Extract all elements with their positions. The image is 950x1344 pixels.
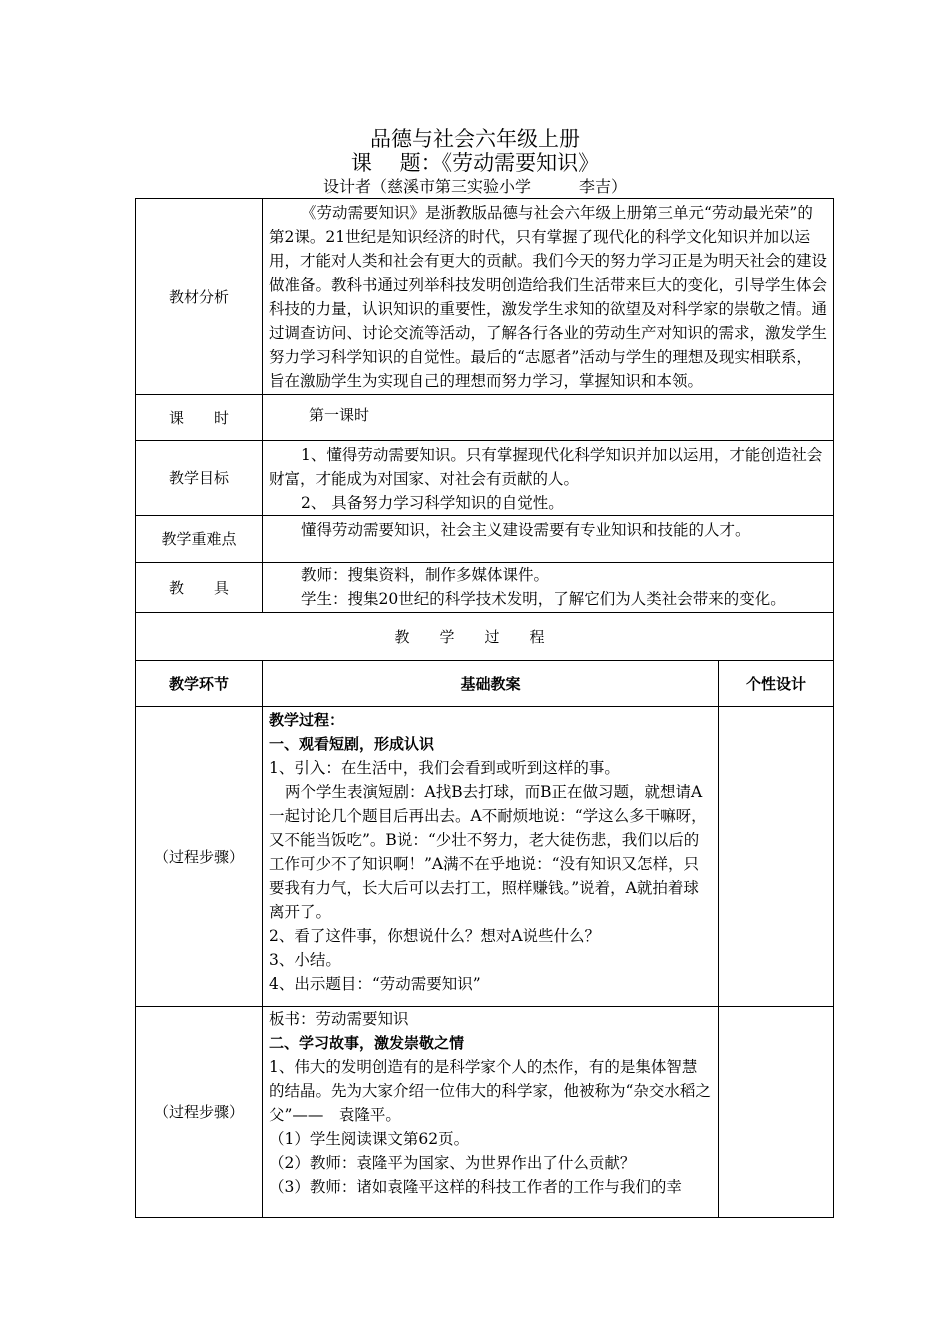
process-title: 教学过程 — [136, 613, 834, 661]
row-column-headers — [136, 661, 834, 707]
row-step-1 — [136, 707, 834, 1007]
tools-teacher: 教师：搜集资料，制作多媒体课件。 — [301, 566, 550, 584]
row-keypoints — [136, 516, 834, 563]
cell-step-1-plan — [263, 707, 719, 1007]
row-goals — [136, 441, 834, 516]
label-analysis: 教材分析 — [136, 199, 263, 395]
step1-question: 2、看了这件事，你想说什么？想对A说些什么？ — [269, 927, 601, 945]
row-analysis — [136, 199, 834, 395]
step2-board: 板书：劳动需要知识 — [269, 1010, 409, 1028]
row-process-title — [136, 613, 834, 661]
cell-step-2-personal — [719, 1007, 834, 1218]
row-tools — [136, 563, 834, 613]
lesson-title: 课 题：《劳动需要知识》 — [350, 151, 600, 175]
col-header-stage: 教学环节 — [136, 661, 263, 707]
col-header-personal-design: 个性设计 — [719, 661, 834, 707]
cell-keypoints — [263, 516, 834, 563]
step1-skit: 两个学生表演短剧：A找B去打球，而B正在做习题，就想请A一起讨论几个题目后再出去。A不耐烦地说：“学这么多干嘛呀，又不能当饭吃”。B说：“少壮不努力，老大徒伤悲，我们以后的工作可少不了知识啊！”A满不在乎地说：“没有知识又怎样，只要我有力气，长大后可以去打工，照样赚钱。”说着，A就拍着球离开了。 — [269, 783, 707, 921]
cell-tools — [263, 563, 834, 613]
goal-2: 2、 具备努力学习科学知识的自觉性。 — [301, 494, 564, 512]
cell-step-2-plan — [263, 1007, 719, 1218]
designer-line: 设计者（慈溪市第三实验小学 李吉） — [322, 177, 627, 196]
step2-section-title: 二、学习故事，激发崇敬之情 — [269, 1034, 465, 1052]
label-step-1: （过程步骤） — [136, 707, 263, 1007]
period-text: 第一课时 — [309, 406, 370, 424]
tools-student: 学生：搜集20世纪的科学技术发明，了解它们为人类社会带来的变化。 — [301, 590, 786, 608]
label-keypoints: 教学重难点 — [136, 516, 263, 563]
keypoints-text: 懂得劳动需要知识，社会主义建设需要有专业知识和技能的人才。 — [301, 521, 751, 539]
cell-period — [263, 395, 834, 441]
cell-step-1-personal — [719, 707, 834, 1007]
label-goals: 教学目标 — [136, 441, 263, 516]
label-step-2: （过程步骤） — [136, 1007, 263, 1218]
lesson-plan-table — [135, 198, 834, 1218]
step1-topic: 4、出示题目：“劳动需要知识” — [269, 975, 481, 993]
step2-story: 1、伟大的发明创造有的是科学家个人的杰作，有的是集体智慧的结晶。先为大家介绍一位伟大的科学家，他被称为“杂交水稻之父”—— 袁隆平。 — [269, 1058, 711, 1124]
row-period — [136, 395, 834, 441]
cell-goals — [263, 441, 834, 516]
analysis-text: 《劳动需要知识》是浙教版品德与社会六年级上册第三单元“劳动最光荣”的第2课。21世纪是知识经济的时代，只有掌握了现代化的科学文化知识并加以运用，才能对人类和社会有更大的贡献。我们今天的努力学习正是为明天社会的建设做准备。教科书通过列举科技发明创造给我们生活带来巨大的变化，引导学生体会科技的力量，认识知识的重要性，激发学生求知的欲望及对科学家的崇敬之情。通过调查访问、讨论交流等活动，了解各行各业的劳动生产对知识的需求，激发学生努力学习科学知识的自觉性。最后的“志愿者”活动与学生的理想及现实相联系，旨在激励学生为实现自己的理想而努力学习，掌握知识和本领。 — [269, 204, 828, 390]
step2-q3: （3）教师：诸如袁隆平这样的科技工作者的工作与我们的幸 — [269, 1178, 682, 1196]
col-header-basic-plan: 基础教案 — [263, 661, 719, 707]
cell-analysis — [263, 199, 834, 395]
step1-heading: 教学过程： — [269, 711, 345, 729]
row-step-2 — [136, 1007, 834, 1218]
goal-1: 1、懂得劳动需要知识。只有掌握现代化科学知识并加以运用，才能创造社会财富，才能成为对国家、对社会有贡献的人。 — [269, 446, 823, 488]
label-tools: 教 具 — [136, 563, 263, 613]
step1-section-title: 一、观看短剧，形成认识 — [269, 735, 435, 753]
document-subject-title: 品德与社会六年级上册 — [370, 127, 580, 151]
step2-q2: （2）教师：袁隆平为国家、为世界作出了什么贡献？ — [269, 1154, 636, 1172]
label-period: 课 时 — [136, 395, 263, 441]
step1-summary: 3、小结。 — [269, 951, 341, 969]
step2-q1: （1）学生阅读课文第62页。 — [269, 1130, 470, 1148]
step1-intro: 1、引入：在生活中，我们会看到或听到这样的事。 — [269, 759, 620, 777]
